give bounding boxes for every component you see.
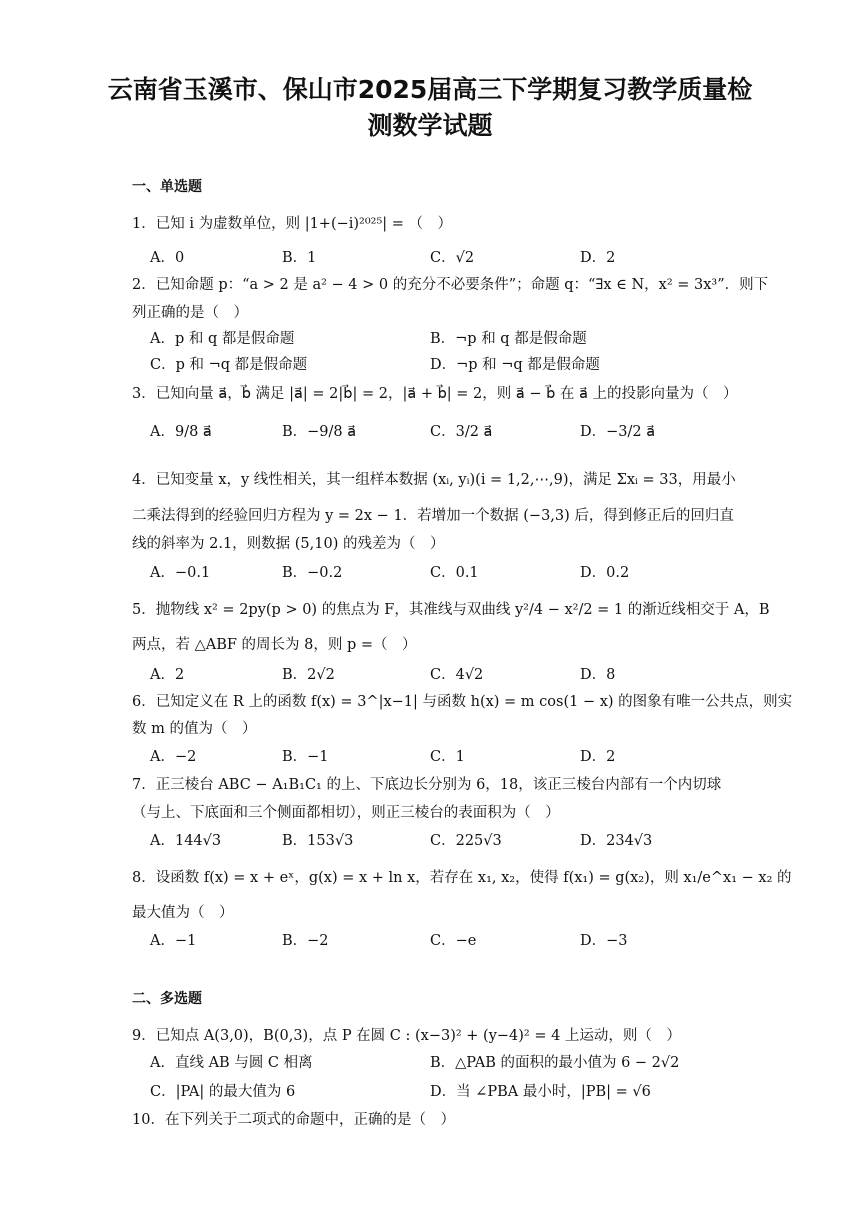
question-2-line-2: 列正确的是（ ） bbox=[132, 305, 248, 321]
question-1-text: 1．已知 i 为虚数单位，则 |1+(−i)²⁰²⁵| = （ ） bbox=[132, 216, 453, 232]
q4-option-c: C．0.1 bbox=[430, 565, 479, 581]
q7-option-a: A．144√3 bbox=[150, 833, 222, 849]
q4-option-d: D．0.2 bbox=[580, 565, 630, 581]
q2-option-a: A．p 和 q 都是假命题 bbox=[150, 331, 295, 347]
q1-option-c: C．√2 bbox=[430, 250, 475, 266]
q1-option-d: D．2 bbox=[580, 250, 616, 266]
q5-option-c: C．4√2 bbox=[430, 667, 484, 683]
title-line-2: 测数学试题 bbox=[367, 111, 493, 140]
question-4-line-2: 二乘法得到的经验回归方程为 y = 2x − 1．若增加一个数据 (−3,3) 后，得到修正后的回归直 bbox=[132, 508, 734, 524]
q3-option-a: A．9/8 a⃗ bbox=[150, 424, 212, 440]
q1-option-b: B．1 bbox=[282, 250, 317, 266]
question-7-line-1: 7．正三棱台 ABC − A₁B₁C₁ 的上、下底边长分别为 6，18，该正三棱台内部有一个内切球 bbox=[132, 777, 722, 793]
section-heading-single-choice: 一、单选题 bbox=[132, 179, 202, 195]
question-9-text: 9．已知点 A(3,0)，B(0,3)，点 P 在圆 C : (x−3)² + (y−4)² = 4 上运动，则（ ） bbox=[132, 1028, 681, 1044]
q1-option-a: A．0 bbox=[150, 250, 185, 266]
question-6-line-2: 数 m 的值为（ ） bbox=[132, 721, 257, 737]
q5-option-d: D．8 bbox=[580, 667, 616, 683]
q6-option-c: C．1 bbox=[430, 749, 465, 765]
question-5-line-1: 5．抛物线 x² = 2py(p > 0) 的焦点为 F，其准线与双曲线 y²/4 − x²/2 = 1 的渐近线相交于 A，B bbox=[132, 602, 770, 618]
q4-option-a: A．−0.1 bbox=[150, 565, 211, 581]
q3-option-d: D．−3/2 a⃗ bbox=[580, 424, 656, 440]
q9-option-b: B．△PAB 的面积的最小值为 6 − 2√2 bbox=[430, 1055, 680, 1071]
question-6-line-1: 6．已知定义在 R 上的函数 f(x) = 3^|x−1| 与函数 h(x) = m cos(1 − x) 的图象有唯一公共点，则实 bbox=[132, 694, 793, 710]
question-7-line-2: （与上、下底面和三个侧面都相切），则正三棱台的表面积为（ ） bbox=[132, 805, 560, 821]
section-heading-multiple-choice: 二、多选题 bbox=[132, 991, 202, 1007]
question-8-line-1: 8．设函数 f(x) = x + eˣ，g(x) = x + ln x，若存在 x₁, x₂，使得 f(x₁) = g(x₂)，则 x₁/e^x₁ − x₂ 的 bbox=[132, 870, 792, 886]
q9-option-a: A．直线 AB 与圆 C 相离 bbox=[150, 1055, 313, 1071]
question-5-line-2: 两点，若 △ABF 的周长为 8，则 p =（ ） bbox=[132, 637, 417, 653]
question-8-line-2: 最大值为（ ） bbox=[132, 905, 234, 921]
q2-option-b: B．¬p 和 q 都是假命题 bbox=[430, 331, 587, 347]
q6-option-b: B．−1 bbox=[282, 749, 329, 765]
question-2-line-1: 2．已知命题 p：“a > 2 是 a² − 4 > 0 的充分不必要条件”；命题 q：“∃x ∈ N，x² = 3x³”．则下 bbox=[132, 277, 769, 293]
q8-option-d: D．−3 bbox=[580, 933, 628, 949]
q7-option-c: C．225√3 bbox=[430, 833, 502, 849]
q2-option-c: C．p 和 ¬q 都是假命题 bbox=[150, 357, 308, 373]
q5-option-a: A．2 bbox=[150, 667, 185, 683]
question-4-line-3: 线的斜率为 2.1，则数据 (5,10) 的残差为（ ） bbox=[132, 536, 445, 552]
q4-option-b: B．−0.2 bbox=[282, 565, 343, 581]
question-4-line-1: 4．已知变量 x，y 线性相关，其一组样本数据 (xᵢ, yᵢ)(i = 1,2,⋯,9)，满足 Σxᵢ = 33，用最小 bbox=[132, 472, 736, 488]
q3-option-c: C．3/2 a⃗ bbox=[430, 424, 493, 440]
q8-option-b: B．−2 bbox=[282, 933, 329, 949]
q9-option-d: D．当 ∠PBA 最小时，|PB| = √6 bbox=[430, 1084, 651, 1100]
q6-option-d: D．2 bbox=[580, 749, 616, 765]
q3-option-b: B．−9/8 a⃗ bbox=[282, 424, 357, 440]
q9-option-c: C．|PA| 的最大值为 6 bbox=[150, 1084, 296, 1100]
question-3-text: 3．已知向量 a⃗，b⃗ 满足 |a⃗| = 2|b⃗| = 2，|a⃗ + b⃗| = 2，则 a⃗ − b⃗ 在 a⃗ 上的投影向量为（ ） bbox=[132, 386, 738, 402]
q2-option-d: D．¬p 和 ¬q 都是假命题 bbox=[430, 357, 600, 373]
q8-option-a: A．−1 bbox=[150, 933, 197, 949]
q6-option-a: A．−2 bbox=[150, 749, 197, 765]
q8-option-c: C．−e bbox=[430, 933, 477, 949]
question-10-text: 10．在下列关于二项式的命题中，正确的是（ ） bbox=[132, 1112, 455, 1128]
q5-option-b: B．2√2 bbox=[282, 667, 335, 683]
page-title bbox=[60, 72, 800, 144]
title-line-1: 云南省玉溪市、保山市2025届高三下学期复习教学质量检 bbox=[107, 75, 753, 104]
q7-option-d: D．234√3 bbox=[580, 833, 653, 849]
q7-option-b: B．153√3 bbox=[282, 833, 354, 849]
